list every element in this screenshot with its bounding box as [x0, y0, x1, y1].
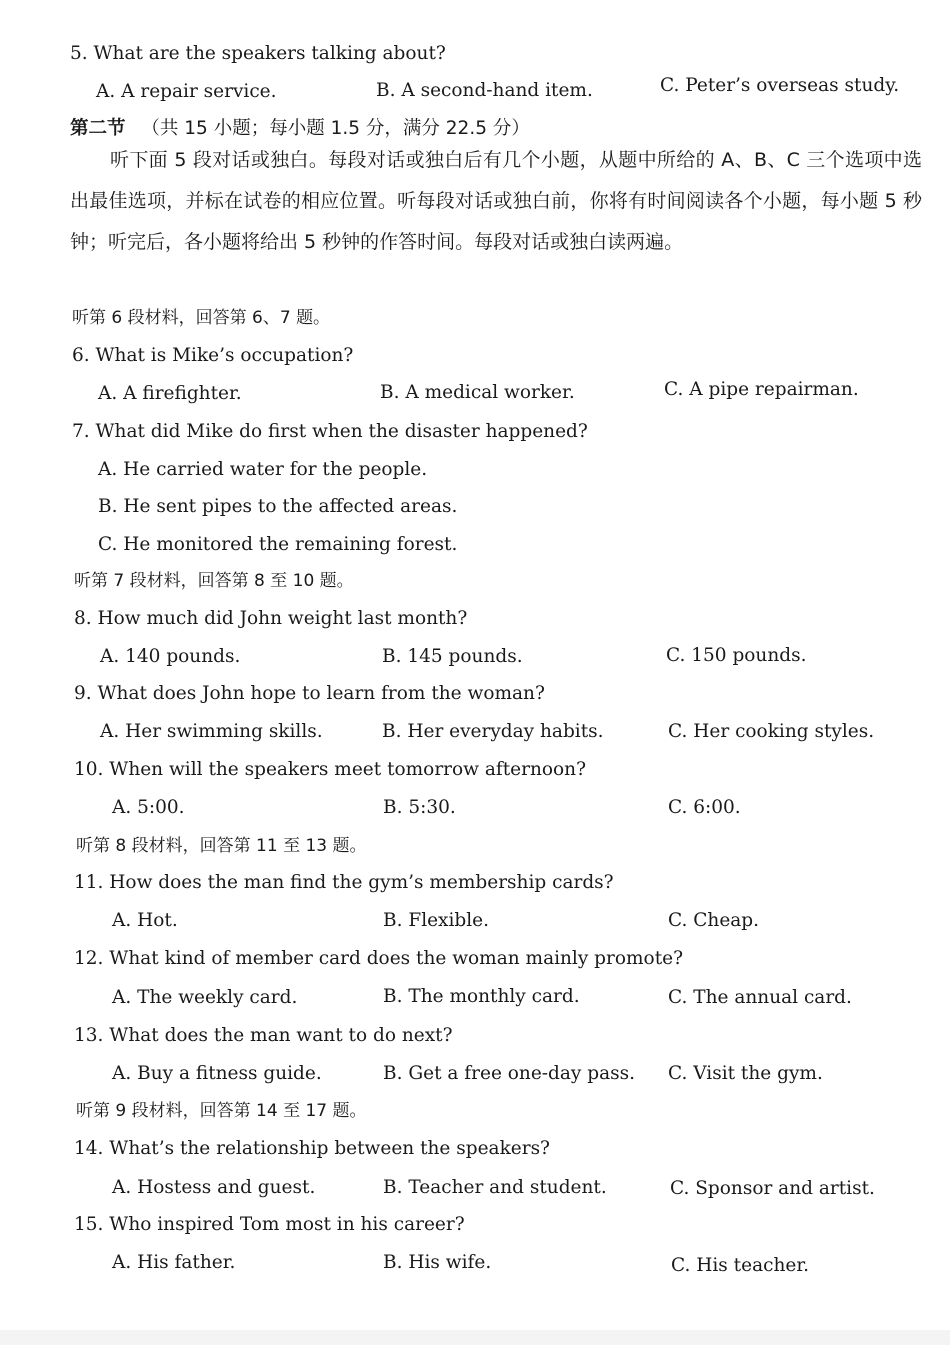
- section-2-instructions: 听下面 5 段对话或独白。每段对话或独白后有几个小题，从题中所给的 A、B、C 三个选项中选出最佳选项，并标在试卷的相应位置。听每段对话或独白前，你将有时间阅读各个小题，每小题 5 秒钟；听完后，各小题将给出 5 秒钟的作答时间。每段对话或独白读两遍。: [70, 149, 922, 253]
- section-2-header: [70, 117, 530, 141]
- question-11-option-c: C. Cheap.: [668, 910, 760, 931]
- question-13-option-a: A. Buy a fitness guide.: [112, 1063, 322, 1084]
- question-5-option-b: B. A second-hand item.: [376, 80, 593, 101]
- question-14-option-a: A. Hostess and guest.: [112, 1177, 316, 1198]
- question-12-stem: 12. What kind of member card does the woman mainly promote?: [74, 948, 683, 969]
- question-15-option-a: A. His father.: [112, 1252, 236, 1273]
- question-8-stem: 8. How much did John weight last month?: [74, 608, 468, 629]
- question-11-option-b: B. Flexible.: [383, 910, 489, 931]
- question-14-option-c: C. Sponsor and artist.: [670, 1178, 875, 1199]
- material-8-heading: 听第 8 段材料，回答第 11 至 13 题。: [76, 836, 367, 856]
- question-12-option-c: C. The annual card.: [668, 987, 852, 1008]
- question-10-option-c: C. 6:00.: [668, 797, 741, 818]
- question-10-option-b: B. 5:30.: [383, 797, 456, 818]
- material-6-heading: 听第 6 段材料，回答第 6、7 题。: [72, 308, 331, 328]
- question-8-option-a: A. 140 pounds.: [100, 646, 241, 667]
- section-2-title: 第二节: [70, 118, 126, 139]
- section-2-note: （共 15 小题；每小题 1.5 分，满分 22.5 分）: [141, 118, 530, 139]
- material-7-heading: 听第 7 段材料，回答第 8 至 10 题。: [74, 571, 354, 591]
- question-9-option-c: C. Her cooking styles.: [668, 721, 875, 742]
- question-11-stem: 11. How does the man find the gym’s membership cards?: [74, 872, 614, 893]
- question-10-stem: 10. When will the speakers meet tomorrow afternoon?: [74, 759, 586, 780]
- material-9-heading: 听第 9 段材料，回答第 14 至 17 题。: [76, 1101, 367, 1121]
- question-5-option-c: C. Peter’s overseas study.: [660, 75, 900, 96]
- question-12-option-a: A. The weekly card.: [112, 987, 298, 1008]
- question-14-stem: 14. What’s the relationship between the speakers?: [74, 1138, 550, 1159]
- question-15-stem: 15. Who inspired Tom most in his career?: [74, 1214, 465, 1235]
- question-9-stem: 9. What does John hope to learn from the woman?: [74, 683, 545, 704]
- question-11-option-a: A. Hot.: [112, 910, 178, 931]
- question-9-option-a: A. Her swimming skills.: [100, 721, 323, 742]
- question-5-stem: 5. What are the speakers talking about?: [70, 43, 446, 64]
- question-6-stem: 6. What is Mike’s occupation?: [72, 345, 354, 366]
- question-7-option-c: C. He monitored the remaining forest.: [98, 534, 458, 555]
- question-6-option-a: A. A firefighter.: [98, 383, 242, 404]
- question-5-option-a: A. A repair service.: [96, 81, 277, 102]
- question-8-option-c: C. 150 pounds.: [666, 645, 807, 666]
- question-8-option-b: B. 145 pounds.: [382, 646, 523, 667]
- question-7-option-a: A. He carried water for the people.: [98, 459, 428, 480]
- question-15-option-c: C. His teacher.: [671, 1255, 810, 1276]
- question-7-stem: 7. What did Mike do first when the disaster happened?: [72, 421, 588, 442]
- question-6-option-b: B. A medical worker.: [380, 382, 575, 403]
- question-6-option-c: C. A pipe repairman.: [664, 379, 859, 400]
- question-7-option-b: B. He sent pipes to the affected areas.: [98, 496, 458, 517]
- question-13-stem: 13. What does the man want to do next?: [74, 1025, 453, 1046]
- question-13-option-c: C. Visit the gym.: [668, 1063, 823, 1084]
- question-13-option-b: B. Get a free one-day pass.: [383, 1063, 635, 1084]
- scan-bottom-edge: [0, 1330, 950, 1345]
- question-12-option-b: B. The monthly card.: [383, 986, 580, 1007]
- question-10-option-a: A. 5:00.: [112, 797, 185, 818]
- question-15-option-b: B. His wife.: [383, 1252, 492, 1273]
- question-14-option-b: B. Teacher and student.: [383, 1177, 607, 1198]
- question-9-option-b: B. Her everyday habits.: [382, 721, 604, 742]
